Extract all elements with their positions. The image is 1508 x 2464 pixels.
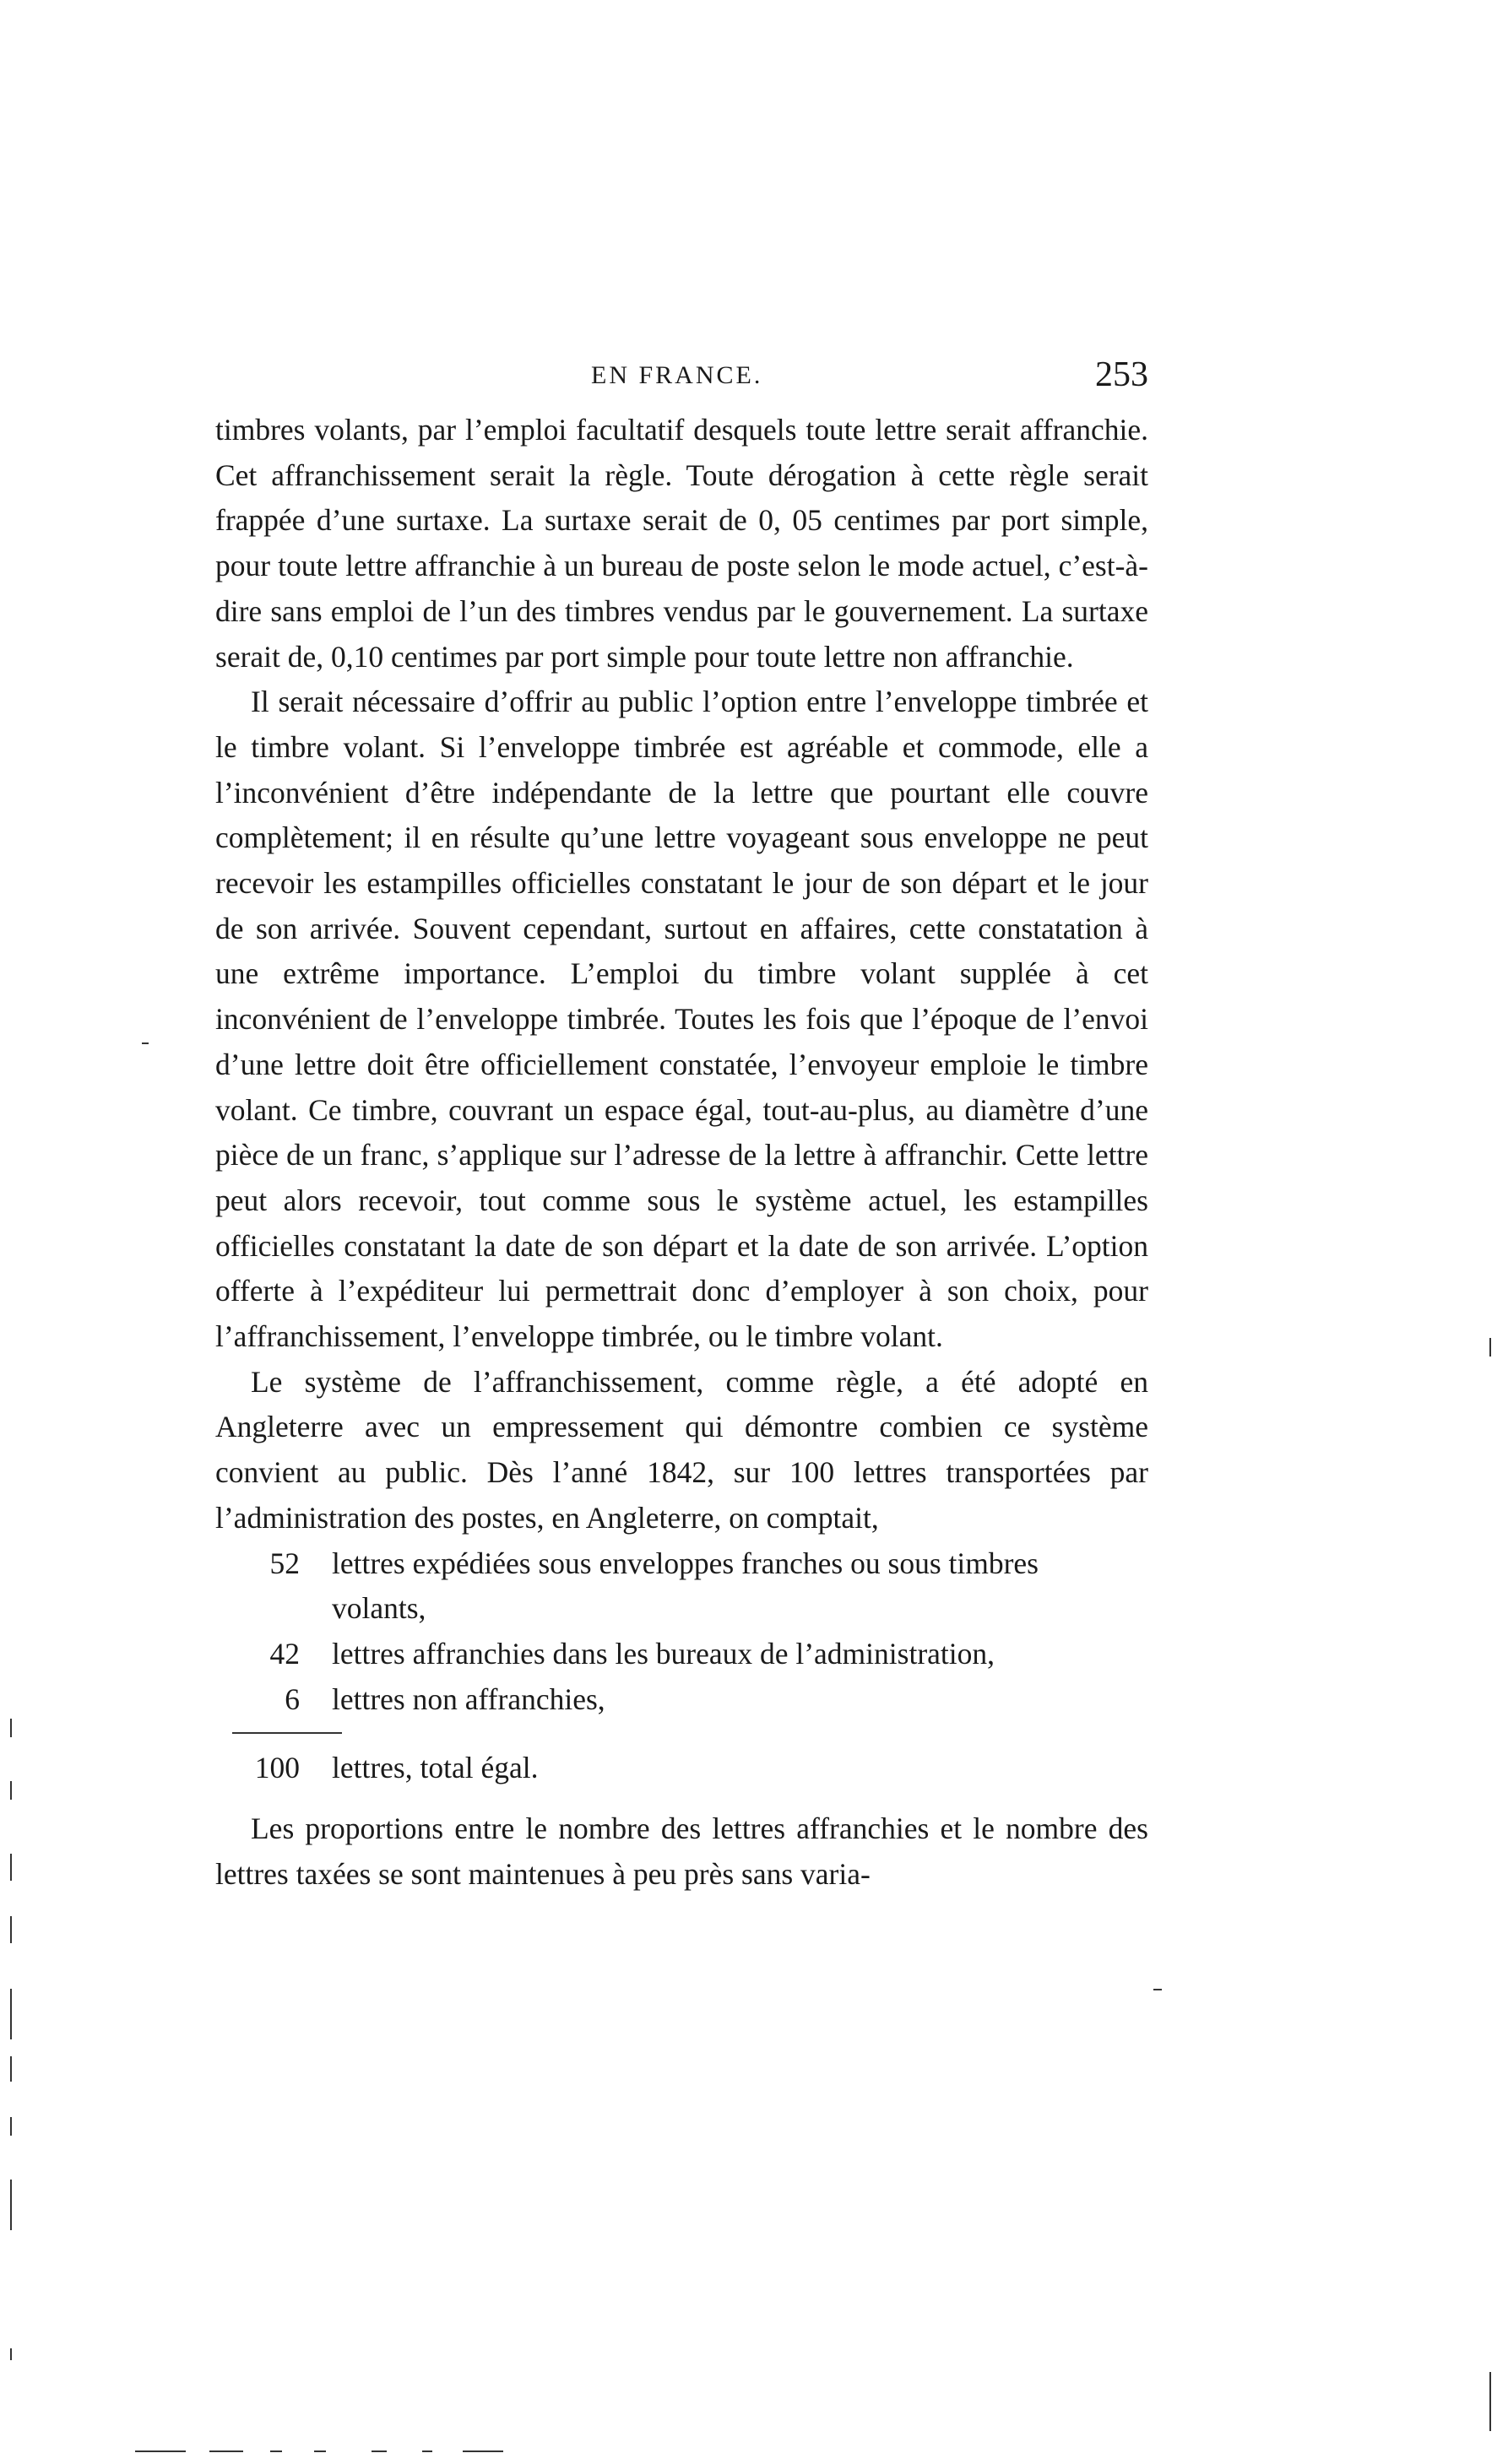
statistics-list (215, 1541, 1148, 1723)
scan-margin-mark (10, 2348, 12, 2360)
scan-margin-mark (10, 1989, 12, 2039)
scan-speck (1153, 1989, 1162, 1990)
statistics-label: lettres affranchies dans les bureaux de l’administration, (332, 1636, 995, 1671)
scan-bottom-mark (463, 2450, 503, 2452)
scan-margin-mark (10, 1781, 12, 1800)
scan-speck (142, 1042, 149, 1044)
scan-margin-mark (10, 2180, 12, 2230)
page-number: 253 (1095, 355, 1148, 394)
statistics-total-count: 100 (254, 1751, 300, 1785)
scan-bottom-mark (270, 2450, 282, 2452)
statistics-count: 52 (269, 1546, 300, 1580)
scan-bottom-mark (135, 2450, 186, 2452)
statistics-row (215, 1677, 1148, 1723)
scan-margin-mark (1489, 2372, 1491, 2431)
statistics-count: 42 (269, 1636, 300, 1671)
scan-bottom-mark (314, 2450, 326, 2452)
scan-bottom-mark (209, 2450, 243, 2452)
running-title: EN FRANCE. (591, 361, 763, 389)
statistics-row (215, 1632, 1148, 1677)
statistics-total-row (215, 1742, 1148, 1791)
scan-margin-mark (10, 1854, 12, 1881)
body-text (215, 408, 1148, 1898)
statistics-row (215, 1541, 1148, 1632)
statistics-total-label: lettres, total égal. (332, 1751, 539, 1785)
scan-bottom-mark (422, 2450, 432, 2452)
scan-margin-mark (10, 2117, 12, 2136)
scan-margin-mark (10, 2056, 12, 2082)
paragraph-4: Les proportions entre le nombre des lettres affranchies et le nombre des lettres taxées se sont maintenues à peu près sans varia- (215, 1811, 1148, 1891)
statistics-label: lettres non affranchies, (332, 1681, 605, 1716)
paragraph-3: Le système de l’affranchissement, comme règle, a été adopté en Angleterre avec un empressement qui démontre combien ce système convient au public. Dès l’anné 1842, sur 100 lettres transportées par l’administration des postes, en Angleterre, on comptait, (215, 1364, 1148, 1535)
scan-margin-mark (1489, 1338, 1491, 1357)
paragraph-2: Il serait nécessaire d’offrir au public l’option entre l’enveloppe timbrée et le timbre volant. Si l’enveloppe timbrée est agréable et commode, elle a l’inconvénient d’être indépendante de la lettre que pourtant elle couvre complètement; il en résulte qu’une lettre voyageant sous enveloppe ne peut recevoir les estampilles officielles constatant le jour de son départ et le jour de son arrivée. Souvent cependant, surtout en affaires, cette constatation à une extrême importance. L’emploi du timbre volant supplée à cet inconvénient de l’enveloppe timbrée. Toutes les fois que l’époque de l’envoi d’une lettre doit être officiellement constatée, l’envoyeur emploie le timbre volant. Ce timbre, couvrant un espace égal, tout-au-plus, au diamètre d’une pièce de un franc, s’applique sur l’adresse de la lettre à affranchir. Cette lettre peut alors recevoir, tout comme sous le système actuel, les estampilles officielles constatant la date de son départ et la date de son arrivée. L’option offerte à l’expéditeur lui permettrait donc d’employer à son choix, pour l’affranchissement, l’enveloppe timbrée, ou le timbre volant. (215, 685, 1148, 1354)
scan-margin-mark (10, 1719, 12, 1737)
paragraph-1: timbres volants, par l’emploi facultatif desquels toute lettre serait affranchie. Cet affranchissement serait la règle. Toute dérogation à cette règle serait frappée d’une surtaxe. La surtaxe serait de 0, 05 centimes par port simple, pour toute lettre affranchie à un bureau de poste selon le mode actuel, c’est-à-dire sans emploi de l’un des timbres vendus par le gouvernement. La surtaxe serait de, 0,10 centimes par port simple pour toute lettre non affranchie. (215, 413, 1148, 674)
statistics-label: lettres expédiées sous enveloppes franches ou sous timbres volants, (332, 1546, 1039, 1626)
statistics-count: 6 (285, 1681, 300, 1716)
scan-margin-mark (10, 1916, 12, 1943)
sum-rule (232, 1732, 342, 1734)
scan-bottom-mark (372, 2450, 387, 2452)
running-head (215, 355, 1148, 405)
